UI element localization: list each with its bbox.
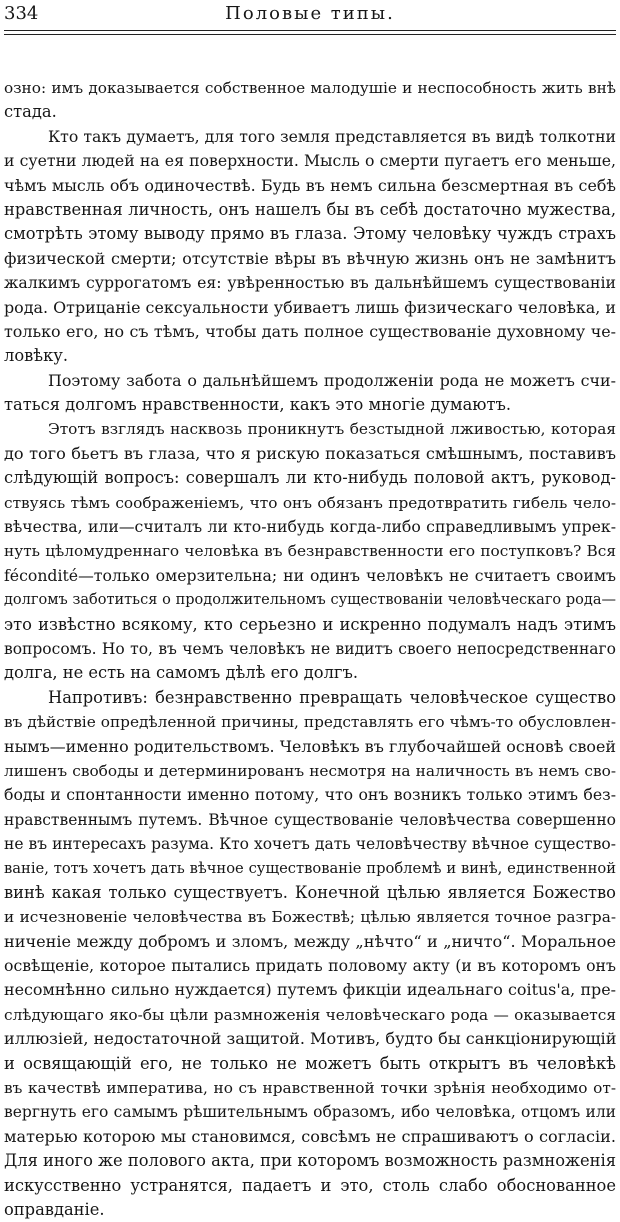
text-line: долга, не есть на самомъ дѣлѣ его долгъ. [4, 663, 358, 683]
text-line: до того бьетъ въ глаза, что я рискую показаться смѣшнымъ, поставивъ [4, 443, 616, 463]
text-line: нуть цѣломудреннаго человѣка въ безнравственности его поступковъ? Вся [4, 542, 616, 561]
text-line: слѣдующаго яко-бы цѣли размноженія человѣческаго рода — оказывается [4, 1005, 616, 1024]
text-line: Кто такъ думаетъ, для того земля представляется въ видѣ толкотни [48, 126, 616, 146]
text-line: оправданіе. [4, 1199, 105, 1219]
text-line: смотрѣть этому выводу прямо въ глаза. Этому человѣку чуждъ страхъ [4, 224, 616, 244]
text-line: нымъ—именно родительствомъ. Человѣкъ въ глубочайшей основѣ своей [4, 736, 616, 756]
text-line: стада. [4, 102, 57, 122]
text-line: Поэтому забота о дальнѣйшемъ продолженіи рода не можетъ счи- [48, 370, 616, 390]
text-line: вопросомъ. Но то, въ чемъ человѣкъ не видитъ своего непосредственнаго [4, 639, 616, 658]
text-line: не въ интересахъ разума. Кто хочетъ дать человѣчеству вѣчное существо- [4, 835, 616, 854]
text-line: Для иного же полового акта, при которомъ возможность размноженія [4, 1151, 616, 1171]
text-line: боды и спонтанности именно потому, что онъ возникъ только этимъ без- [4, 785, 616, 805]
body-text [4, 76, 616, 1222]
text-line: рода. Отрицаніе сексуальности убиваетъ лишь физическаго человѣка, и [4, 297, 616, 317]
text-line: винѣ какая только существуетъ. Конечной цѣлью является Божество [4, 882, 616, 902]
text-line: и освящающій его, не только не можетъ быть открытъ въ человѣкѣ [4, 1053, 616, 1073]
header-rule-thick [4, 30, 616, 31]
text-line: таться долгомъ нравственности, какъ это многіе думаютъ. [4, 395, 512, 415]
text-line: жалкимъ суррогатомъ ея: увѣренностью въ дальнѣйшемъ существованіи [4, 273, 616, 293]
text-line: слѣдующій вопросъ: совершалъ ли кто-нибудь половой актъ, руковод- [4, 468, 616, 488]
running-title: Половые типы. [225, 3, 395, 24]
page-header [0, 2, 620, 28]
text-line: озно: имъ доказывается собственное малодушіе и неспособность жить внѣ [4, 79, 616, 97]
text-line: несомнѣнно сильно нуждается) путемъ фикціи идеальнаго coitus'а, пре- [4, 980, 616, 1000]
text-line: матерью которою мы становимся, совсѣмъ не спрашиваютъ о согласіи. [4, 1126, 616, 1146]
text-line: ваніе, тотъ хочетъ дать вѣчное существованіе проблемѣ и винѣ, единственной [4, 859, 616, 877]
text-line: долгомъ заботиться о продолжительномъ существованіи человѣческаго рода— [4, 592, 616, 609]
text-line: въ качествѣ императива, но съ нравственной точки зрѣнія необходимо от- [4, 1079, 616, 1098]
text-line: ствуясь тѣмъ соображеніемъ, что онъ обязанъ предотвратить гибель чело- [4, 493, 616, 512]
header-rule-thin [4, 34, 616, 35]
text-line: Этотъ взглядъ насквозь проникнутъ безстыдной лживостью, которая [48, 420, 616, 439]
text-line: и исчезновеніе человѣчества въ Божествѣ; цѣлью является точное разгра- [4, 908, 616, 927]
text-line: ловѣку. [4, 346, 69, 366]
text-line: нравственнымъ путемъ. Вѣчное существованіе человѣчества совершенно [4, 810, 616, 829]
text-line: въ дѣйствіе опредѣленной причины, представлять его чѣмъ-то обусловлен- [4, 713, 616, 732]
text-line: иллюзіей, недостаточной защитой. Мотивъ, будто бы санкціонирующій [4, 1029, 616, 1049]
text-line: вѣчества, или—считалъ ли кто-нибудь когда-либо справедливымъ упрек- [4, 517, 616, 537]
text-line: вергнуть его самымъ рѣшительнымъ образомъ, ибо человѣка, отцомъ или [4, 1103, 616, 1122]
text-line: fécondité—только омерзительна; ни одинъ человѣкъ не считаетъ своимъ [4, 565, 616, 585]
text-line: и суетни людей на ея поверхности. Мысль о смерти пугаетъ его меньше, [4, 151, 616, 171]
text-line: это извѣстно всякому, кто серьезно и искренно подумалъ надъ этимъ [4, 614, 616, 634]
text-line: Напротивъ: безнравственно превращать человѣческое существо [48, 687, 616, 707]
text-line: физической смерти; отсутствіе вѣры въ вѣчную жизнь онъ не замѣнитъ [4, 248, 616, 268]
text-line: освѣщеніе, которое пытались придать половому акту (и въ которомъ онъ [4, 956, 616, 976]
text-line: чѣмъ мысль объ одиночествѣ. Будь въ немъ сильна безсмертная въ себѣ [4, 175, 616, 195]
text-line: нравственная личность, онъ нашелъ бы въ себѣ достаточно мужества, [4, 199, 616, 219]
text-line: ниченіе между добромъ и зломъ, между „нѣчто“ и „ничто“. Моральное [4, 931, 616, 951]
text-line: искусственно устранятся, падаетъ и это, столь слабо обоснованное [4, 1175, 616, 1195]
page-number: 334 [4, 3, 39, 24]
text-line: только его, но съ тѣмъ, чтобы дать полное существованіе духовному че- [4, 321, 616, 341]
text-line: лишенъ свободы и детерминированъ несмотря на наличность въ немъ сво- [4, 761, 616, 780]
